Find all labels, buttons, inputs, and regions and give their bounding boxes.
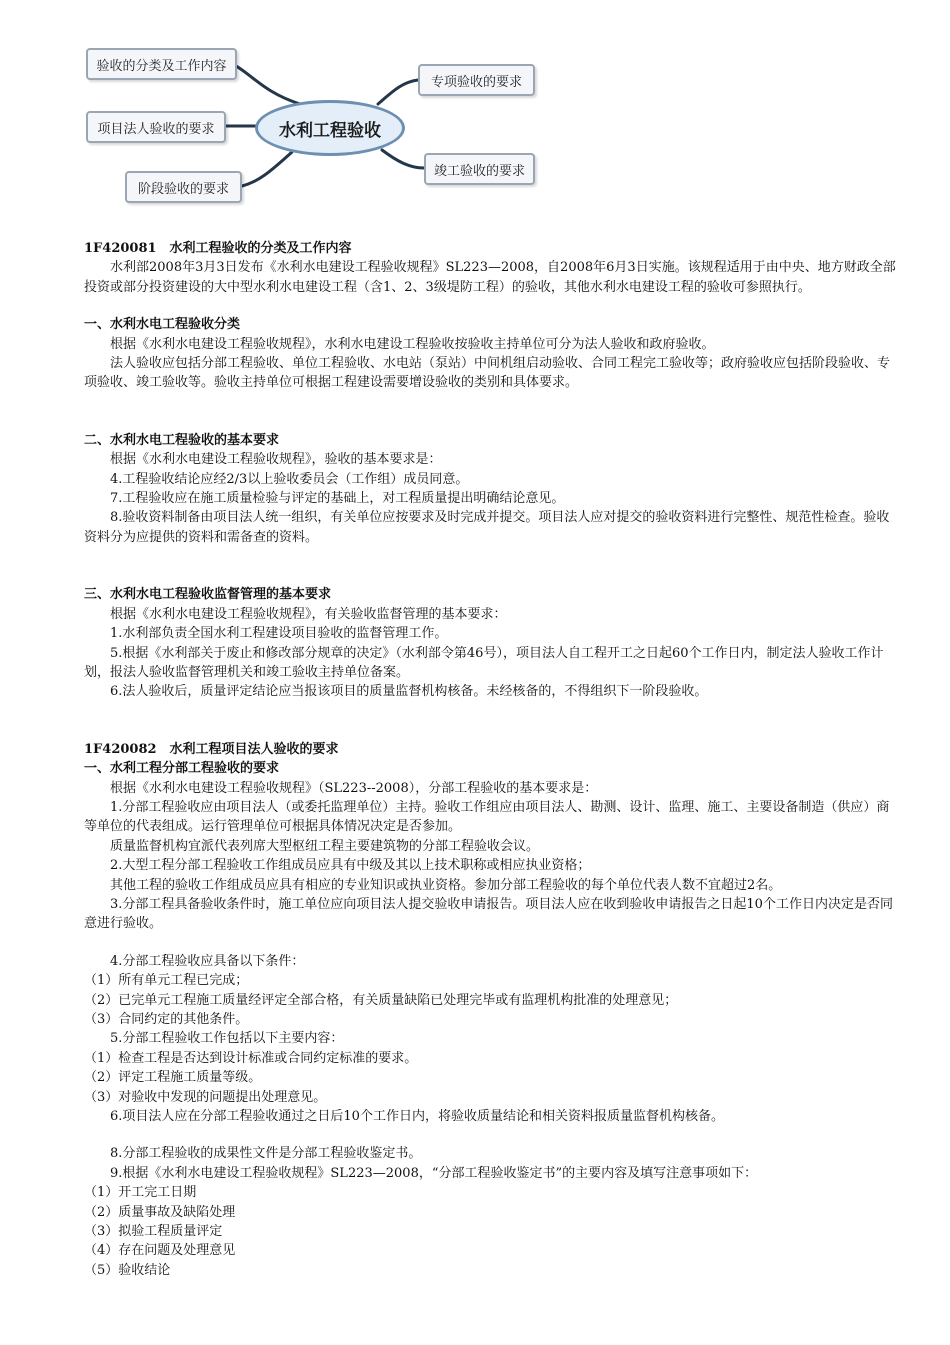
paragraph: 水利部2008年3月3日发布《水利水电建设工程验收规程》SL223—2008，自2008年6月3日实施。该规程适用于由中央、地方财政全部投资或部分投资建设的大中型水利水电建设工程（含1、2、3级堤防工程）的验收，其他水利水电建设工程的验收可参照执行。 (84, 260, 896, 295)
section-heading: 1F420081 水利工程验收的分类及工作内容 (84, 241, 352, 256)
paragraph: 7.工程验收应在施工质量检验与评定的基础上，对工程质量提出明确结论意见。 (110, 491, 565, 507)
list-item: （3）合同约定的其他条件。 (84, 1012, 249, 1027)
paragraph: 1.分部工程验收应由项目法人（或委托监理单位）主持。验收工作组应由项目法人、勘测、设计、监理、施工、主要设备制造（供应）商等单位的代表组成。运行管理单位可根据具体情况决定是否参加。 (84, 799, 890, 835)
node-center-topic: 水利工程验收 (255, 100, 405, 156)
paragraph: 9.根据《水利水电建设工程验收规程》SL223—2008，“分部工程验收鉴定书”的主要内容及填写注意事项如下： (110, 1165, 758, 1181)
list-item: （5）验收结论 (84, 1262, 171, 1278)
list-item: （2）评定工程施工质量等级。 (84, 1070, 262, 1086)
list-item: （1）检查工程是否达到设计标准或合同约定标准的要求。 (84, 1050, 418, 1066)
paragraph: 根据《水利水电建设工程验收规程》，有关验收监督管理的基本要求： (110, 606, 507, 622)
paragraph: 4.工程验收结论应经2/3以上验收委员会（工作组）成员同意。 (110, 471, 469, 487)
paragraph: 根据《水利水电建设工程验收规程》，验收的基本要求是： (110, 452, 442, 468)
paragraph: 根据《水利水电建设工程验收规程》，水利水电建设工程验收按验收主持单位可分为法人验收和政府验收。 (110, 336, 715, 352)
spacer (84, 393, 896, 431)
connector-top-right (378, 80, 418, 104)
section-heading: 三、水利水电工程验收监督管理的基本要求 (84, 587, 332, 603)
paragraph: 5.根据《水利部关于废止和修改部分规章的决定》（水利部令第46号），项目法人自工程开工之日起60个工作日内，制定法人验收工作计划，报法人验收监督管理机关和竣工验收主持单位备案。 (84, 645, 884, 680)
connector-bottom-right (382, 150, 424, 168)
section-heading: 一、水利水电工程验收分类 (84, 317, 241, 333)
connector-bottom-left (242, 152, 292, 186)
paragraph: 根据《水利水电建设工程验收规程》（SL223--2008），分部工程验收的基本要求是： (110, 780, 598, 796)
section-heading: 1F420082 水利工程项目法人验收的要求 (84, 741, 339, 757)
list-item: （1）开工完工日期 (84, 1185, 197, 1201)
paragraph: 5.分部工程验收工作包括以下主要内容： (110, 1031, 344, 1047)
paragraph: 8.分部工程验收的成果性文件是分部工程验收鉴定书。 (110, 1146, 422, 1162)
spacer (84, 934, 896, 952)
mind-map (0, 0, 950, 220)
paragraph: 4.分部工程验收应具备以下条件： (110, 953, 305, 969)
list-item: （2）已完单元工程施工质量经评定全部合格，有关质量缺陷已处理完毕或有监理机构批准的处理意见； (84, 992, 678, 1008)
paragraph: 质量监督机构宜派代表列席大型枢纽工程主要建筑物的分部工程验收会议。 (110, 838, 540, 854)
list-item: （3）拟验工程质量评定 (84, 1224, 223, 1240)
list-item: （2）质量事故及缺陷处理 (84, 1204, 236, 1220)
paragraph: 3.分部工程具备验收条件时，施工单位应向项目法人提交验收申请报告。项目法人应在收到验收申请报告之日起10个工作日内决定是否同意进行验收。 (84, 896, 893, 932)
section-heading: 二、水利水电工程验收的基本要求 (84, 432, 280, 448)
paragraph: 6.法人验收后，质量评定结论应当报该项目的质量监督机构核备。未经核备的，不得组织下一阶段验收。 (110, 684, 708, 700)
paragraph: 6.项目法人应在分部工程验收通过之日后10个工作日内，将验收质量结论和相关资料报质量监督机构核备。 (110, 1109, 724, 1125)
spacer (84, 297, 896, 315)
spacer (84, 1126, 896, 1144)
paragraph: 8.验收资料制备由项目法人统一组织，有关单位应按要求及时完成并提交。项目法人应对提交的验收资料进行完整性、规范性检查。验收资料分为应提供的资料和需备查的资料。 (84, 510, 890, 545)
node-completion-acceptance: 竣工验收的要求 (424, 153, 535, 185)
paragraph: 其他工程的验收工作组成员应具有相应的专业知识或执业资格。参加分部工程验收的每个单位代表人数不宜超过2名。 (110, 877, 782, 893)
paragraph: 2.大型工程分部工程验收工作组成员应具有中级及其以上技术职称或相应执业资格； (110, 858, 591, 874)
spacer (84, 547, 896, 585)
node-special-acceptance: 专项验收的要求 (418, 64, 535, 96)
list-item: （4）存在问题及处理意见 (84, 1243, 236, 1259)
node-owner-acceptance: 项目法人验收的要求 (86, 111, 226, 143)
list-item: （3）对验收中发现的问题提出处理意见。 (84, 1089, 327, 1105)
node-stage-acceptance: 阶段验收的要求 (125, 171, 242, 203)
section-subheading: 一、水利工程分部工程验收的要求 (84, 761, 280, 777)
paragraph: 1.水利部负责全国水利工程建设项目验收的监督管理工作。 (110, 626, 448, 642)
document-body (84, 239, 896, 1280)
list-item: （1）所有单元工程已完成； (84, 973, 249, 989)
spacer (84, 702, 896, 740)
connector-top-left (232, 64, 300, 104)
paragraph: 法人验收应包括分部工程验收、单位工程验收、水电站（泵站）中间机组启动验收、合同工程完工验收等；政府验收应包括阶段验收、专项验收、竣工验收等。验收主持单位可根据工程建设需要增设验收的类别和具体要求。 (84, 356, 891, 391)
node-classification: 验收的分类及工作内容 (86, 48, 237, 80)
